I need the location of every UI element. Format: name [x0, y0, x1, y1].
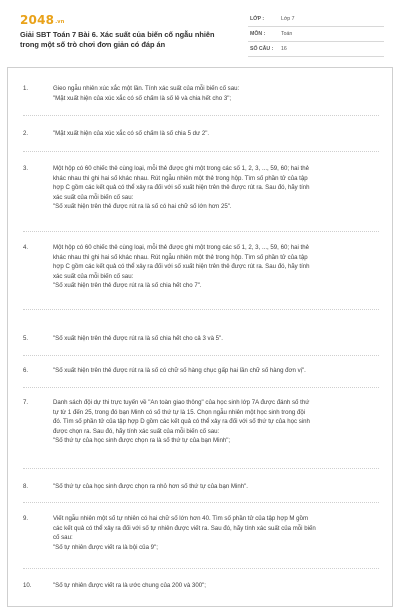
- question-number: 6.: [23, 367, 29, 374]
- question-text-line: Gieo ngẫu nhiên xúc xắc một lần. Tính xác suất của mỗi biến cố sau:: [53, 85, 240, 92]
- meta-label: LỚP :: [250, 16, 265, 22]
- question-number: 10.: [23, 582, 32, 589]
- question-body: [53, 334, 368, 344]
- divider: [23, 468, 379, 469]
- question-list: [7, 67, 393, 607]
- question-number: 7.: [23, 399, 29, 406]
- question-number: 3.: [23, 165, 29, 172]
- question-text-line: tự từ 1 đến 25, trong đó bạn Minh có số thứ tự là 15. Chọn ngẫu nhiên một học sinh trong đội: [53, 408, 306, 416]
- question-body: [53, 398, 368, 446]
- question-body: [53, 243, 368, 291]
- divider: [23, 309, 379, 310]
- divider: [23, 115, 379, 116]
- question-text-line: hợp C gồm các kết quả có thể xảy ra đối với số xuất hiện trên thẻ được rút ra. Sau đó, hãy tính: [53, 184, 310, 192]
- logo-suffix: .vn: [55, 19, 65, 25]
- question-number: 9.: [23, 515, 29, 522]
- question-body: [53, 164, 368, 212]
- meta-label: SỐ CÂU :: [250, 46, 274, 52]
- question-text-line: Danh sách đội dự thi trực tuyến về "An toàn giao thông" của học sinh lớp 7A được đánh số thứ: [53, 399, 310, 406]
- question-body: [53, 514, 368, 552]
- meta-value: Lớp 7: [281, 16, 295, 22]
- question-body: [53, 366, 368, 376]
- meta-row-question-count: [248, 42, 384, 57]
- meta-value: Toán: [281, 31, 293, 37]
- meta-row-grade: [248, 12, 384, 27]
- divider: [23, 151, 379, 152]
- question-event: "Mặt xuất hiện của xúc xắc có số chấm là số lẻ và chia hết cho 3";: [53, 94, 232, 102]
- question-text-line: khác nhau thì ghi hai số khác nhau. Rút ngẫu nhiên một thẻ trong hộp. Tìm số phần tử của tập: [53, 174, 308, 182]
- question-event: "Số thứ tự của học sinh được chọn ra là số thứ tự của bạn Minh";: [53, 437, 231, 445]
- document-meta: [248, 12, 384, 57]
- question-number: 2.: [23, 130, 29, 137]
- question-body: [53, 129, 368, 139]
- question-text-line: hợp C gồm các kết quả có thể xảy ra đối với số xuất hiện trên thẻ được rút ra. Sau đó, hãy tính: [53, 263, 310, 271]
- logo-text: 2048: [20, 13, 55, 27]
- question-event: "Số tự nhiên được viết ra là ước chung của 200 và 300";: [53, 582, 206, 589]
- question-event: "Số xuất hiện trên thẻ được rút ra là số có hai chữ số lớn hơn 25".: [53, 203, 232, 211]
- question-body: [53, 482, 368, 492]
- site-logo[interactable]: [20, 13, 65, 27]
- question-text-line: Một hộp có 60 chiếc thẻ cùng loại, mỗi thẻ được ghi một trong các số 1, 2, 3, ..., 59, 60; hai thẻ: [53, 244, 310, 251]
- question-body: [53, 84, 368, 103]
- question-text-line: được chọn ra. Sau đó, hãy tính xác suất của mỗi biến cố sau:: [53, 427, 220, 435]
- question-text-line: các kết quả có thể xảy ra đối với số tự nhiên được viết ra. Sau đó, hãy tính xác suất của mỗi biến: [53, 524, 316, 532]
- question-event: "Số xuất hiện trên thẻ được rút ra là số chia hết cho 7".: [53, 282, 202, 290]
- page-title-line-1: Giải SBT Toán 7 Bài 6. Xác suất của biến cố ngẫu nhiên: [20, 30, 215, 39]
- question-event: "Mặt xuất hiện của xúc xắc có số chấm là số chia 5 dư 2".: [53, 130, 210, 137]
- question-event: "Số thứ tự của học sinh được chọn ra nhỏ hơn số thứ tự của bạn Minh".: [53, 483, 248, 490]
- question-body: [53, 581, 368, 591]
- question-event: "Số xuất hiện trên thẻ được rút ra là số chia hết cho cả 3 và 5".: [53, 335, 223, 342]
- divider: [23, 355, 379, 356]
- question-text-line: Một hộp có 60 chiếc thẻ cùng loại, mỗi thẻ được ghi một trong các số 1, 2, 3, ..., 59, 60; hai thẻ: [53, 165, 310, 172]
- question-text-line: cố sau:: [53, 534, 73, 542]
- question-text-line: đó. Tìm số phần tử của tập hợp D gồm các kết quả có thể xảy ra đối với số thứ tự của học sinh: [53, 418, 310, 426]
- meta-label: MÔN :: [250, 31, 266, 37]
- meta-row-subject: [248, 27, 384, 42]
- question-event: "Số tự nhiên được viết ra là bội của 9";: [53, 543, 158, 551]
- question-text-line: xác suất của mỗi biến cố sau:: [53, 193, 134, 201]
- question-event: "Số xuất hiện trên thẻ được rút ra là số có chữ số hàng chục gấp hai lần chữ số hàng đơn vị".: [53, 367, 306, 374]
- divider: [23, 387, 379, 388]
- divider: [23, 502, 379, 503]
- page-header: [0, 0, 400, 66]
- question-number: 4.: [23, 244, 29, 251]
- question-text-line: xác suất của mỗi biến cố sau:: [53, 272, 134, 280]
- divider: [23, 231, 379, 232]
- page-title: [20, 30, 230, 50]
- question-number: 5.: [23, 335, 29, 342]
- question-number: 1.: [23, 85, 29, 92]
- meta-value: 16: [281, 46, 287, 52]
- page-title-line-2: trong một số trò chơi đơn giản có đáp án: [20, 40, 166, 49]
- question-number: 8.: [23, 483, 29, 490]
- divider: [23, 568, 379, 569]
- question-text-line: khác nhau thì ghi hai số khác nhau. Rút ngẫu nhiên một thẻ trong hộp. Tìm số phần tử của tập: [53, 253, 308, 261]
- question-text-line: Viết ngẫu nhiên một số tự nhiên có hai chữ số lớn hơn 40. Tìm số phần tử của tập hợp M gồm: [53, 515, 309, 522]
